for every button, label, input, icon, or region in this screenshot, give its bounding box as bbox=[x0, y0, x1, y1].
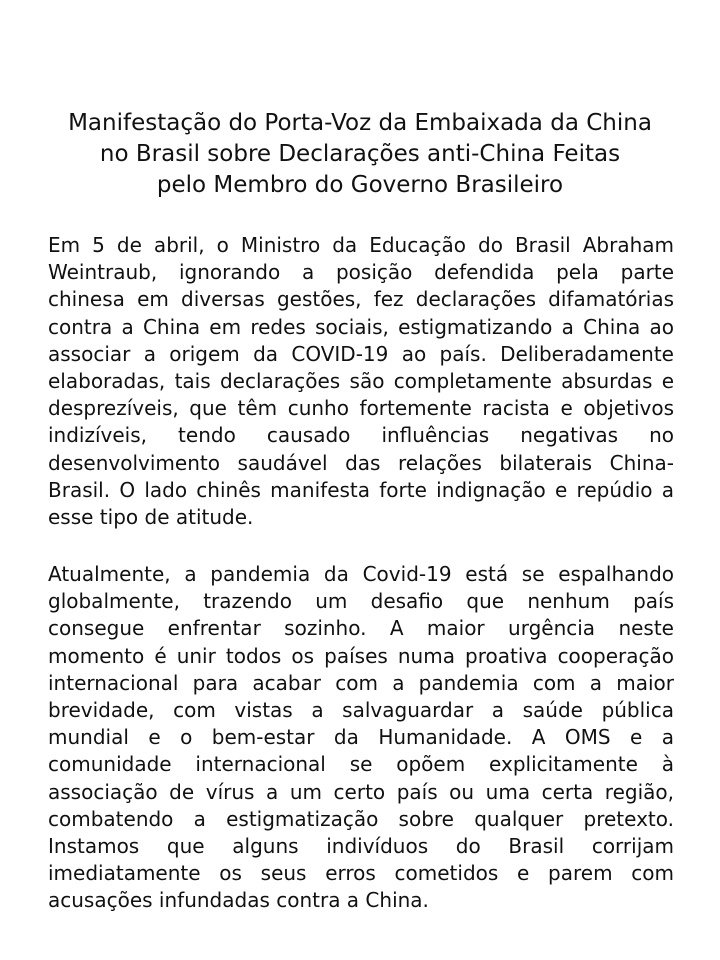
paragraph-line: globalmente, trazendo um desafio que nenhum país bbox=[48, 589, 674, 614]
paragraph-line: contra a China em redes sociais, estigmatizando a China ao bbox=[48, 314, 674, 339]
paragraph-line: associar a origem da COVID-19 ao país. Deliberadamente bbox=[48, 341, 674, 366]
document-title bbox=[40, 108, 680, 201]
title-line: no Brasil sobre Declarações anti-China Feitas bbox=[99, 141, 621, 167]
paragraph-2 bbox=[48, 561, 674, 914]
paragraph-line: esse tipo de atitude. bbox=[48, 504, 254, 529]
paragraph-line: associação de vírus a um certo país ou uma certa região, bbox=[48, 779, 674, 804]
title-line: Manifestação do Porta-Voz da Embaixada da China bbox=[68, 110, 652, 136]
paragraph-line: momento é unir todos os países numa proativa cooperação bbox=[48, 643, 674, 668]
paragraph-line: Atualmente, a pandemia da Covid-19 está se espalhando bbox=[48, 562, 674, 586]
paragraph-line: Instamos que alguns indivíduos do Brasil corrijam bbox=[48, 833, 674, 858]
paragraph-line: desenvolvimento saudável das relações bilaterais China- bbox=[48, 450, 674, 475]
paragraph-line: Brasil. O lado chinês manifesta forte indignação e repúdio a bbox=[48, 477, 674, 502]
paragraph-1 bbox=[48, 232, 674, 531]
paragraph-line: Weintraub, ignorando a posição defendida pela parte bbox=[48, 260, 674, 285]
paragraph-line: internacional para acabar com a pandemia com a maior bbox=[48, 670, 674, 695]
paragraph-line: comunidade internacional se opõem explicitamente à bbox=[48, 752, 674, 777]
paragraph-line: acusações infundadas contra a China. bbox=[48, 888, 429, 913]
paragraph-line: mundial e o bem-estar da Humanidade. A OMS e a bbox=[48, 725, 674, 750]
paragraph-line: imediatamente os seus erros cometidos e parem com bbox=[48, 861, 674, 886]
paragraph-line: Em 5 de abril, o Ministro da Educação do Brasil Abraham bbox=[48, 233, 674, 257]
paragraph-line: chinesa em diversas gestões, fez declarações difamatórias bbox=[48, 287, 674, 312]
paragraph-line: brevidade, com vistas a salvaguardar a saúde pública bbox=[48, 697, 674, 722]
paragraph-line: desprezíveis, que têm cunho fortemente racista e objetivos bbox=[48, 396, 674, 421]
paragraph-line: combatendo a estigmatização sobre qualquer pretexto. bbox=[48, 806, 674, 831]
paragraph-line: indizíveis, tendo causado influências negativas no bbox=[48, 423, 674, 448]
paragraph-line: elaboradas, tais declarações são completamente absurdas e bbox=[48, 368, 674, 393]
paragraph-line: consegue enfrentar sozinho. A maior urgência neste bbox=[48, 616, 674, 641]
title-line: pelo Membro do Governo Brasileiro bbox=[156, 172, 564, 198]
